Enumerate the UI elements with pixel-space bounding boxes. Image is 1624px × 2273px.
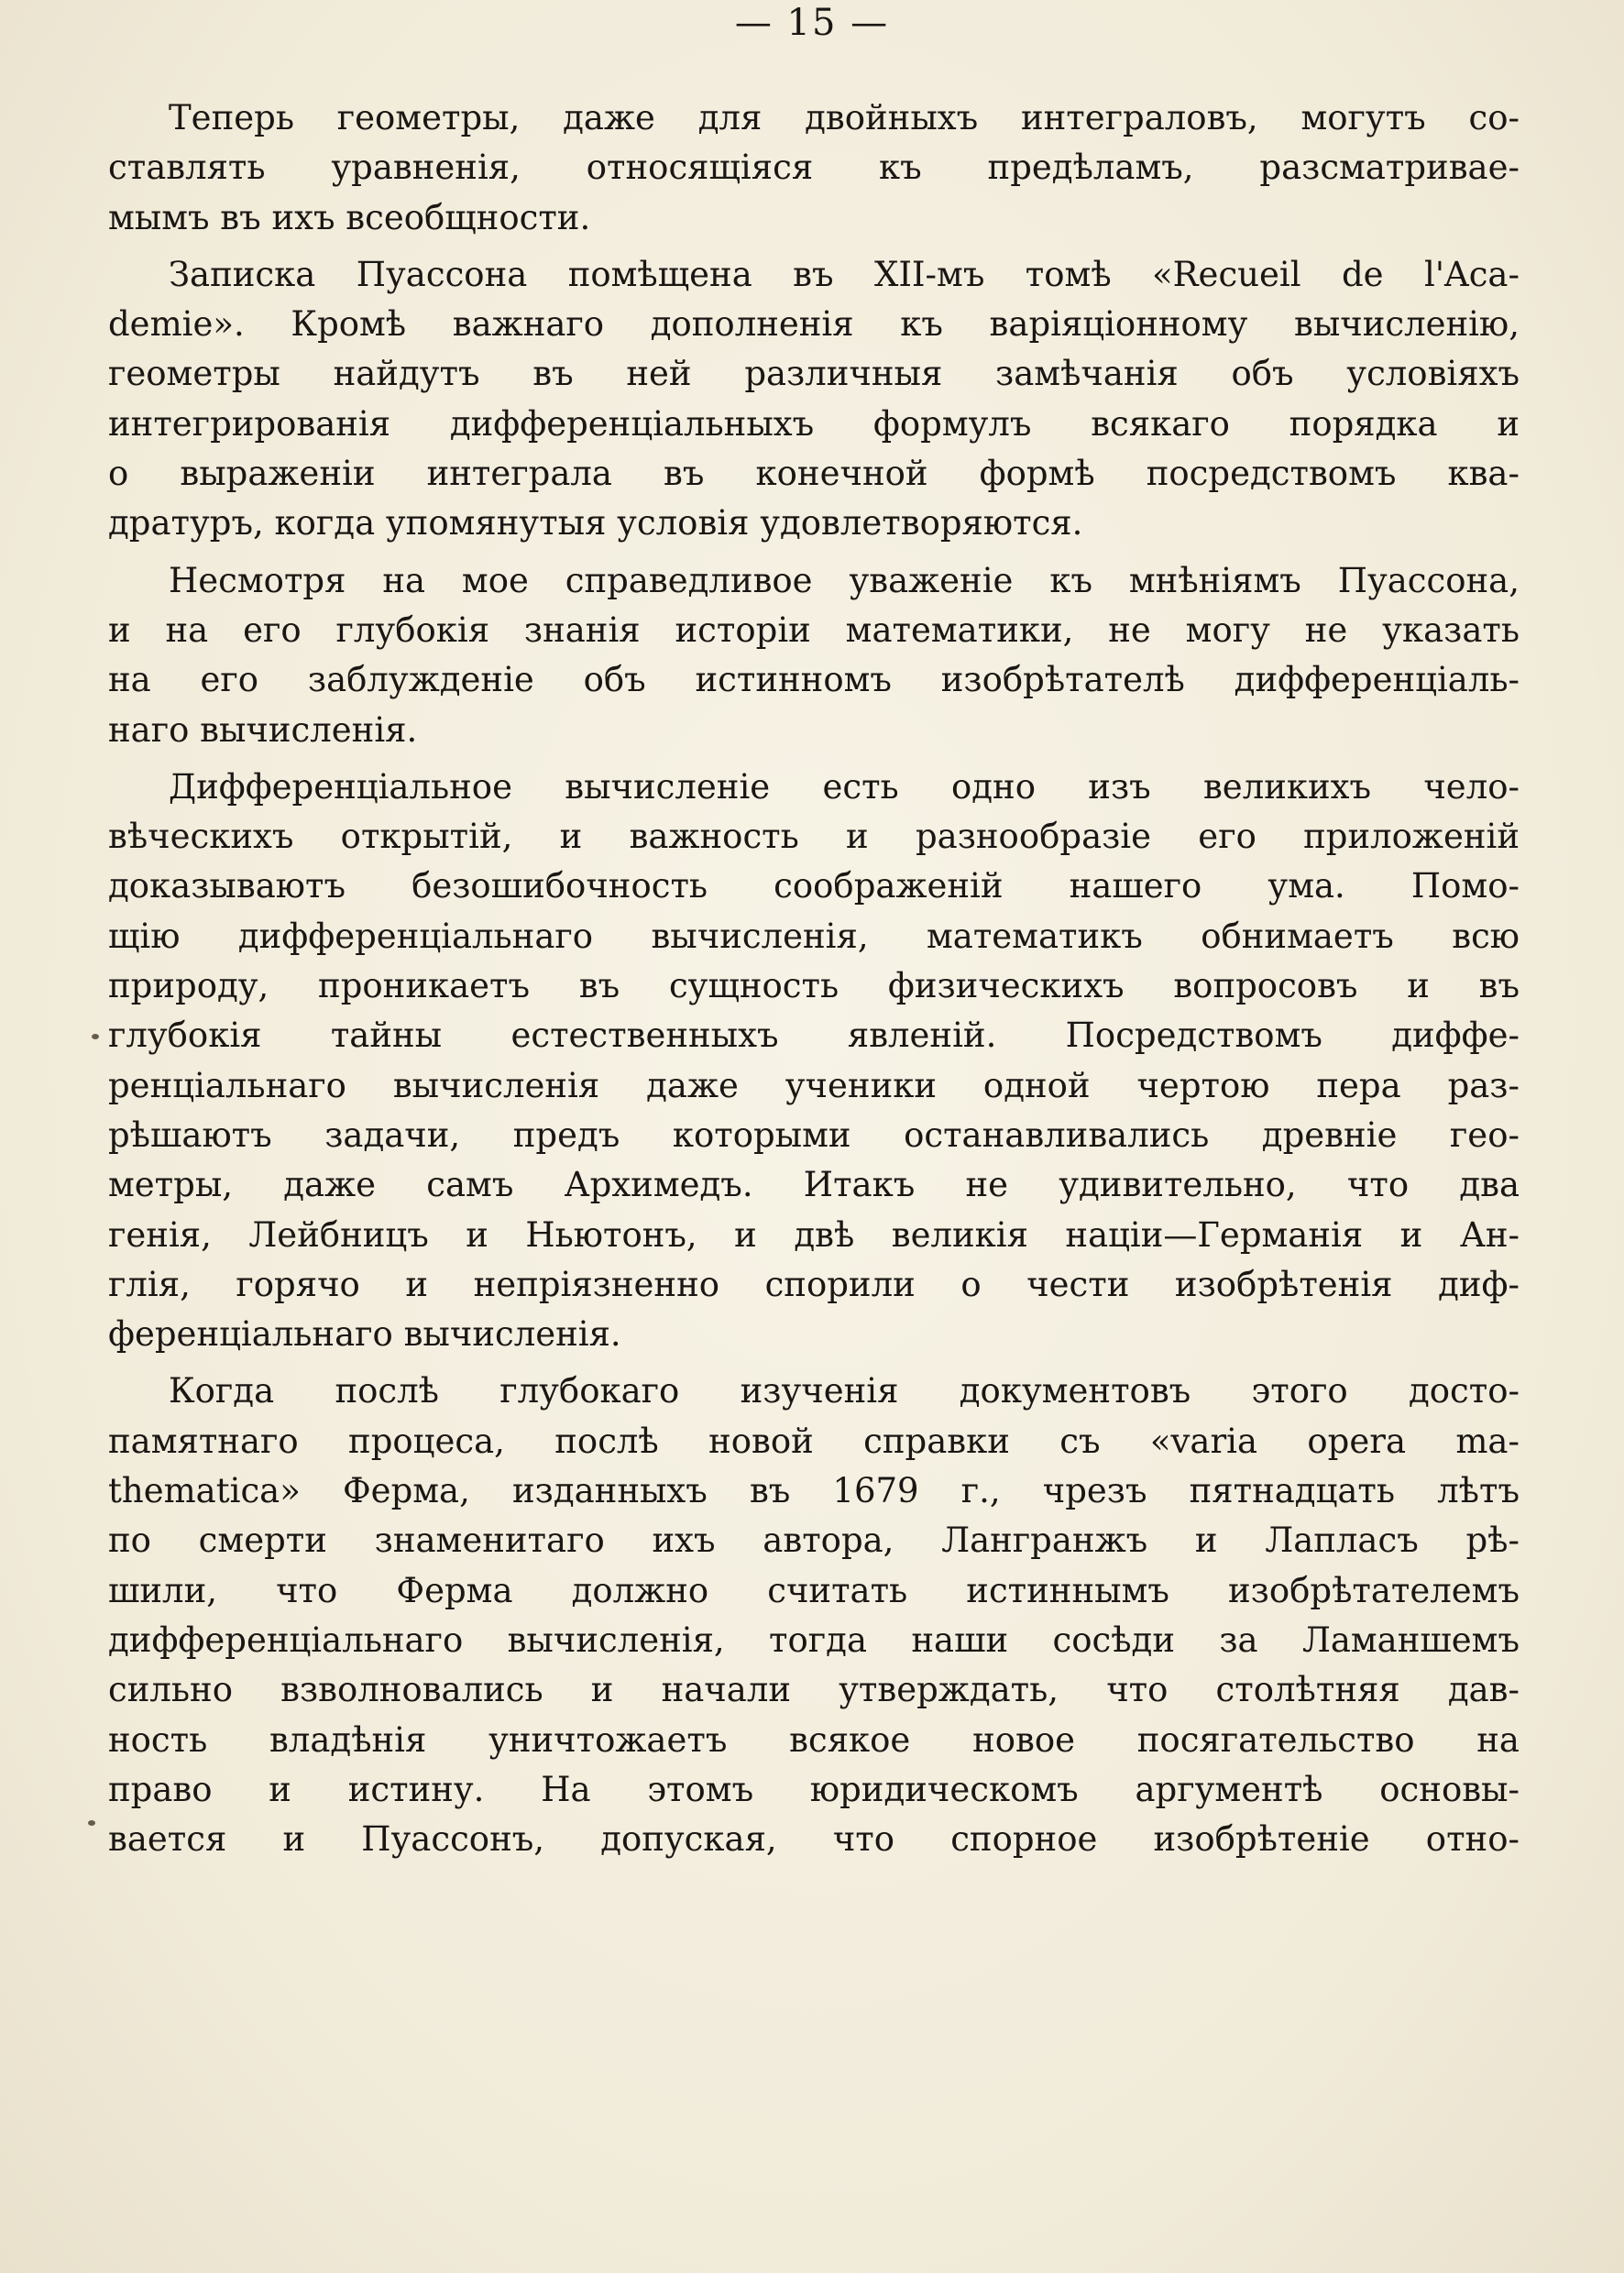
paragraph [108,250,1520,549]
text-line: ность владѣнія уничтожаетъ всякое новое посягательство на [108,1719,1520,1760]
text-line: интегрированія дифференціальныхъ формулъ всякаго порядка и [108,403,1520,444]
text-line: памятнаго процеса, послѣ новой справки съ «varia opera ma- [108,1421,1520,1461]
text-line: глубокія тайны естественныхъ явленій. Посредствомъ диффе- [108,1016,1520,1056]
text-line: Записка Пуассона помѣщена въ XII-мъ томѣ «Recueil de l'Aca- [169,254,1520,294]
text-line: и на его глубокія знанія исторіи математики, не могу не указать [108,609,1520,650]
text-line: вѣческихъ открытій, и важность и разнообразіе его приложеній [108,817,1520,857]
text-line: шили, что Ферма должно считать истиннымъ изобрѣтателемъ [108,1570,1520,1610]
ink-speck [92,1034,99,1039]
text-line: мымъ въ ихъ всеобщности. [108,197,591,237]
text-line: геометры найдутъ въ ней различныя замѣчанія объ условіяхъ [108,354,1520,394]
text-line: thematica» Ферма, изданныхъ въ 1679 г., чрезъ пятнадцать лѣтъ [108,1471,1520,1511]
text-line: по смерти знаменитаго ихъ автора, Лангранжъ и Лапласъ рѣ- [108,1521,1520,1561]
text-line: генія, Лейбницъ и Ньютонъ, и двѣ великія націи—Германія и Ан- [108,1214,1520,1255]
text-line: Несмотря на мое справедливое уваженіе къ мнѣніямъ Пуассона, [169,560,1520,600]
page-number: — 15 — [734,2,890,44]
text-line: ференціальнаго вычисленія. [108,1314,621,1355]
text-line: Теперь геометры, даже для двойныхъ интеграловъ, могутъ со- [169,98,1520,137]
text-line: метры, даже самъ Архимедъ. Итакъ не удивительно, что два [108,1165,1520,1205]
text-line: о выраженіи интеграла въ конечной формѣ посредствомъ ква- [108,454,1520,494]
text-line: щію дифференціальнаго вычисленія, математикъ обнимаетъ всю [108,916,1520,956]
text-line: доказываютъ безошибочность соображеній нашего ума. Помо- [108,866,1520,906]
text-line: наго вычисленія. [108,709,418,750]
text-line: дратуръ, когда упомянутыя условія удовлетворяются. [108,503,1083,544]
text-line: Дифференціальное вычисленіе есть одно изъ великихъ чело- [169,766,1520,807]
text-line: рѣшаютъ задачи, предъ которыми останавливались древніе гео- [108,1115,1520,1155]
text-line: вается и Пуассонъ, допуская, что спорное изобрѣтеніе отно- [108,1819,1520,1860]
paragraph [108,93,1520,243]
text-line: сильно взволновались и начали утверждать, что столѣтняя дав- [108,1670,1520,1710]
text-line: ставлять уравненія, относящіяся къ предѣламъ, разсматривае- [108,148,1520,188]
text-line: ренціальнаго вычисленія даже ученики одной чертою пера раз- [108,1065,1520,1105]
text-line: на его заблужденіе объ истинномъ изобрѣтателѣ дифференціаль- [108,660,1520,700]
text-line: дифференціальнаго вычисленія, тогда наши сосѣди за Ламаншемъ [108,1620,1520,1660]
body-text [108,93,1520,1864]
paragraph [108,763,1520,1360]
paragraph [108,556,1520,755]
text-line: глія, горячо и непріязненно спорили о чести изобрѣтенія диф- [108,1264,1520,1304]
text-line: право и истину. На этомъ юридическомъ аргументѣ основы- [108,1769,1520,1809]
text-line: Когда послѣ глубокаго изученія документовъ этого досто- [169,1371,1520,1411]
text-line: природу, проникаетъ въ сущность физическихъ вопросовъ и въ [108,966,1520,1006]
paragraph [108,1367,1520,1864]
ink-speck [88,1820,95,1826]
text-line: demie». Кромѣ важнаго дополненія къ варіяціонному вычисленію, [108,304,1520,345]
